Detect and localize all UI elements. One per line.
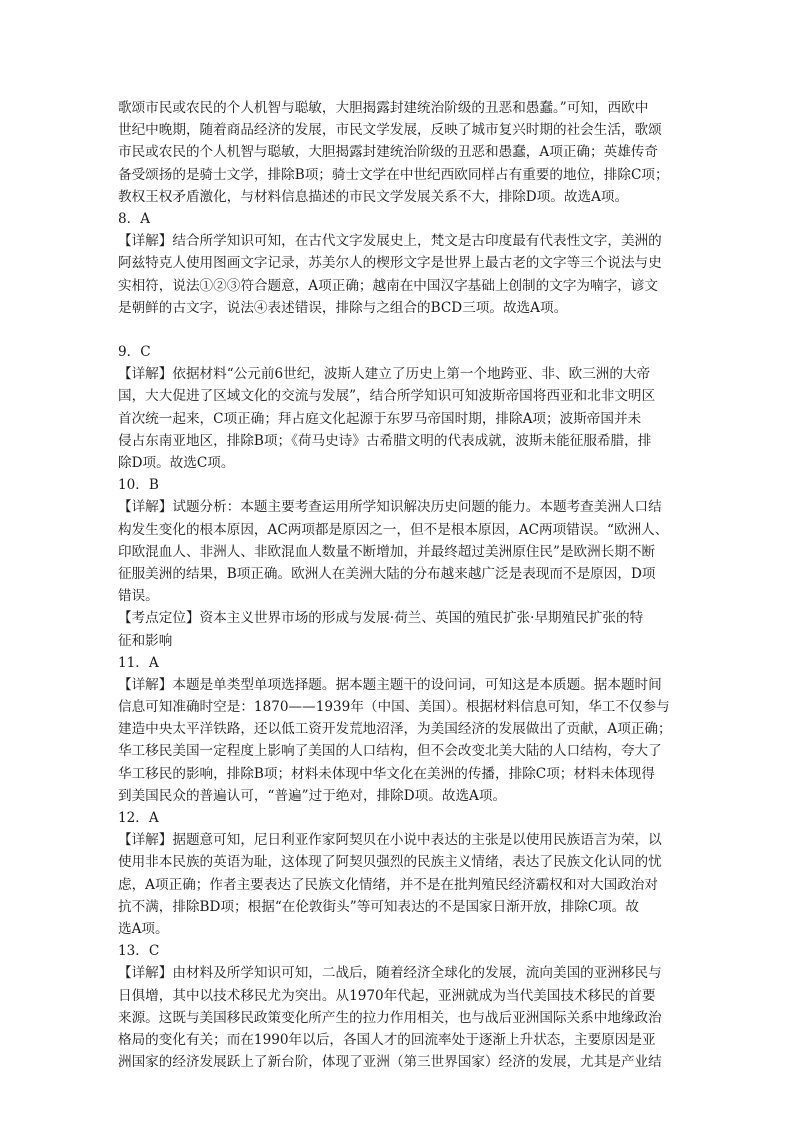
text-line: 华工移民美国一定程度上影响了美国的人口结构，但不会改变北美大陆的人口结构，夸大了 [118, 743, 662, 760]
text-line: 日俱增，其中以技术移民尤为突出。从1970年代起，亚洲就成为当代美国技术移民的首要 [118, 987, 656, 1004]
text-line: 除D项。故选C项。 [118, 455, 235, 471]
answer-number: 8．A [118, 210, 151, 227]
text-line: 洲国家的经济发展跃上了新台阶，体现了亚洲（第三世界国家）经济的发展，尤其是产业结 [118, 1054, 662, 1071]
text-line: 【详解】本题是单类型单项选择题。据本题主题干的设问词，可知这是本质题。据本题时间 [118, 676, 662, 693]
text-line: 来源。这既与美国移民政策变化所产生的拉力作用相关，也与战后亚洲国际关系中地缘政治 [118, 1009, 662, 1026]
document-page [118, 97, 678, 1073]
answer-number: 10．B [118, 477, 159, 494]
text-line: 抗不满，排除BD项；根据“在伦敦街头”等可知表达的不是国家日渐开放，排除C项。故 [118, 898, 639, 915]
text-line: 征和影响 [118, 632, 173, 649]
text-line: 首次统一起来，C项正确；拜占庭文化起源于东罗马帝国时期，排除A项；波斯帝国并未 [118, 410, 642, 427]
text-line: 歌颂市民或农民的个人机智与聪敏，大胆揭露封建统治阶级的丑恶和愚蠢。”可知，西欧中 [118, 100, 649, 116]
text-line: 阿兹特克人使用图画文字记录，苏美尔人的楔形文字是世界上最古老的文字等三个说法与史 [118, 255, 662, 272]
text-line: 征服美洲的结果，B项正确。欧洲人在美洲大陆的分布越来越广泛是表现而不是原因，D项 [118, 565, 656, 582]
answer-number: 13．C [118, 943, 160, 960]
answer-number: 9．C [118, 344, 151, 361]
text-line: 教权王权矛盾激化，与材料信息描述的市民文学发展关系不大，排除D项。故选A项。 [118, 188, 629, 205]
text-line: 选A项。 [118, 920, 169, 937]
text-line: 【详解】依据材料“公元前6世纪，波斯人建立了历史上第一个地跨亚、非、欧三洲的大帝 [118, 366, 651, 383]
text-line: 市民或农民的个人机智与聪敏，大胆揭露封建统治阶级的丑恶和愚蠢，A项正确；英雄传奇 [118, 144, 658, 161]
text-line: 【考点定位】资本主义世界市场的形成与发展·荷兰、英国的殖民扩张·早期殖民扩张的特 [118, 610, 644, 627]
answer-number: 11．A [118, 654, 159, 671]
text-line: 格局的变化有关；而在1990年以后，各国人才的回流率处于逐渐上升状态，主要原因是亚 [118, 1031, 656, 1048]
text-line: 是朝鲜的古文字，说法④表述错误，排除与之组合的BCD三项。故选A项。 [118, 299, 568, 316]
text-line: 构发生变化的根本原因，AC两项都是原因之一，但不是根本原因，AC两项错误。“欧洲人、 [118, 521, 669, 538]
blank-line [118, 319, 678, 341]
text-line: 建造中央太平洋铁路，还以低工资开发荒地沼泽，为美国经济的发展做出了贡献，A项正确； [118, 721, 672, 738]
text-line: 国，大大促进了区域文化的交流与发展”，结合所学知识可知波斯帝国将西亚和北非文明区 [118, 388, 656, 405]
text-line: 错误。 [118, 588, 159, 605]
text-line: 使用非本民族的英语为耻，这体现了阿契贝强烈的民族主义情绪，表达了民族文化认同的忧 [118, 854, 662, 871]
text-line: 华工移民的影响，排除B项；材料未体现中华文化在美洲的传播，排除C项；材料未体现得 [118, 765, 655, 782]
text-line: 侵占东南亚地区，排除B项；《荷马史诗》古希腊文明的代表成就，波斯未能征服希腊，排 [118, 432, 652, 449]
text-line: 到美国民众的普遍认可，“普遍”过于绝对，排除D项。故选A项。 [118, 787, 507, 804]
text-line: 【详解】结合所学知识可知，在古代文字发展史上，梵文是古印度最有代表性文字，美洲的 [118, 233, 662, 250]
text-line: 实相符，说法①②③符合题意，A项正确；越南在中国汉字基础上创制的文字为喃字，谚文 [118, 277, 658, 294]
text-line: 【详解】试题分析：本题主要考查运用所学知识解决历史问题的能力。本题考查美洲人口结 [118, 499, 662, 516]
text-line: 虑，A项正确；作者主要表达了民族文化情绪，并不是在批判殖民经济霸权和对大国政治对 [118, 876, 658, 893]
text-line: 备受颂扬的是骑士文学，排除B项；骑士文学在中世纪西欧同样占有重要的地位，排除C项； [118, 166, 669, 183]
text-line: 世纪中晚期，随着商品经济的发展，市民文学发展，反映了城市复兴时期的社会生活，歌颂 [118, 122, 662, 139]
text-line: 信息可知准确时空是：1870——1939年（中国、美国）。根据材料信息可知，华工不仅参与 [118, 699, 670, 716]
text-line: 印欧混血人、非洲人、非欧混血人数量不断增加，并最终超过美洲原住民”是欧洲长期不断 [118, 543, 656, 560]
answer-number: 12．A [118, 810, 159, 826]
text-line: 【详解】据题意可知，尼日利亚作家阿契贝在小说中表达的主张是以使用民族语言为荣，以 [118, 832, 662, 849]
text-line: 【详解】由材料及所学知识可知，二战后，随着经济全球化的发展，流向美国的亚洲移民与 [118, 965, 662, 982]
